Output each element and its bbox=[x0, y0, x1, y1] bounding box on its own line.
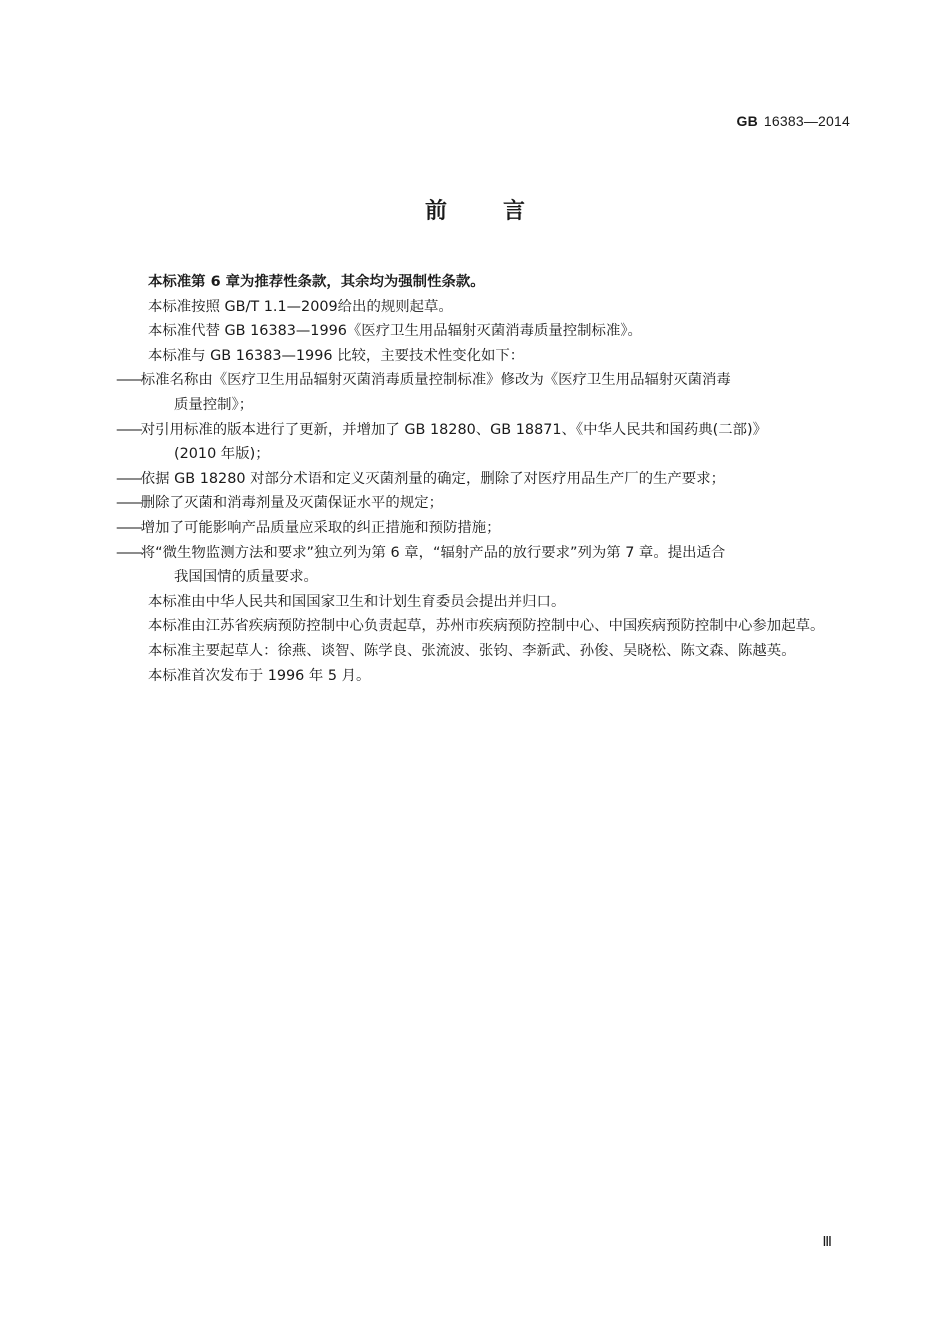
page-number: Ⅲ bbox=[822, 1235, 832, 1250]
change-item: ——依据 GB 18280 对部分术语和定义灭菌剂量的确定，删除了对医疗用品生产厂的生产要求； bbox=[116, 470, 725, 487]
paragraph-3: 本标准代替 GB 16383—1996《医疗卫生用品辐射灭菌消毒质量控制标准》。 bbox=[148, 323, 642, 340]
paragraph-8: 本标准首次发布于 1996 年 5 月。 bbox=[148, 667, 371, 684]
paragraph-6: 本标准由江苏省疾病预防控制中心负责起草，苏州市疾病预防控制中心、中国疾病预防控制中心参加起草。 bbox=[148, 618, 825, 635]
page-title: 前言 bbox=[424, 199, 581, 224]
dash-mark: —— bbox=[116, 372, 141, 389]
dash-mark: —— bbox=[116, 519, 141, 536]
standard-code bbox=[737, 113, 850, 129]
change-item: ——增加了可能影响产品质量应采取的纠正措施和预防措施； bbox=[116, 519, 501, 536]
paragraph-7: 本标准主要起草人：徐燕、谈智、陈学良、张流波、张钧、李新武、孙俊、吴晓松、陈文森、陈越英。 bbox=[148, 642, 796, 659]
change-item: ——对引用标准的版本进行了更新，并增加了 GB 18280、GB 18871、《中华人民共和国药典(二部)》 (2010 年版)； bbox=[116, 421, 768, 463]
foreword-body bbox=[116, 270, 854, 688]
standard-number: 16383—2014 bbox=[763, 113, 850, 129]
change-item: ——标准名称由《医疗卫生用品辐射灭菌消毒质量控制标准》修改为《医疗卫生用品辐射灭菌消毒 质量控制》； bbox=[116, 372, 731, 413]
paragraph-4: 本标准与 GB 16383—1996 比较，主要技术性变化如下： bbox=[148, 347, 525, 364]
change-item: ——删除了灭菌和消毒剂量及灭菌保证水平的规定； bbox=[116, 495, 443, 512]
change-item: ——将“微生物监测方法和要求”独立列为第 6 章，“辐射产品的放行要求”列为第 7 章。提出适合 我国国情的质量要求。 bbox=[116, 544, 726, 586]
change-list bbox=[116, 368, 854, 589]
dash-mark: —— bbox=[116, 495, 141, 512]
dash-mark: —— bbox=[116, 421, 141, 438]
paragraph-2: 本标准按照 GB/T 1.1—2009给出的规则起草。 bbox=[148, 298, 453, 315]
paragraph-5: 本标准由中华人民共和国国家卫生和计划生育委员会提出并归口。 bbox=[148, 593, 566, 610]
paragraph-1: 本标准第 6 章为推荐性条款，其余均为强制性条款。 bbox=[148, 274, 485, 290]
dash-mark: —— bbox=[116, 544, 141, 561]
dash-mark: —— bbox=[116, 470, 141, 487]
standard-prefix: GB bbox=[736, 113, 758, 129]
